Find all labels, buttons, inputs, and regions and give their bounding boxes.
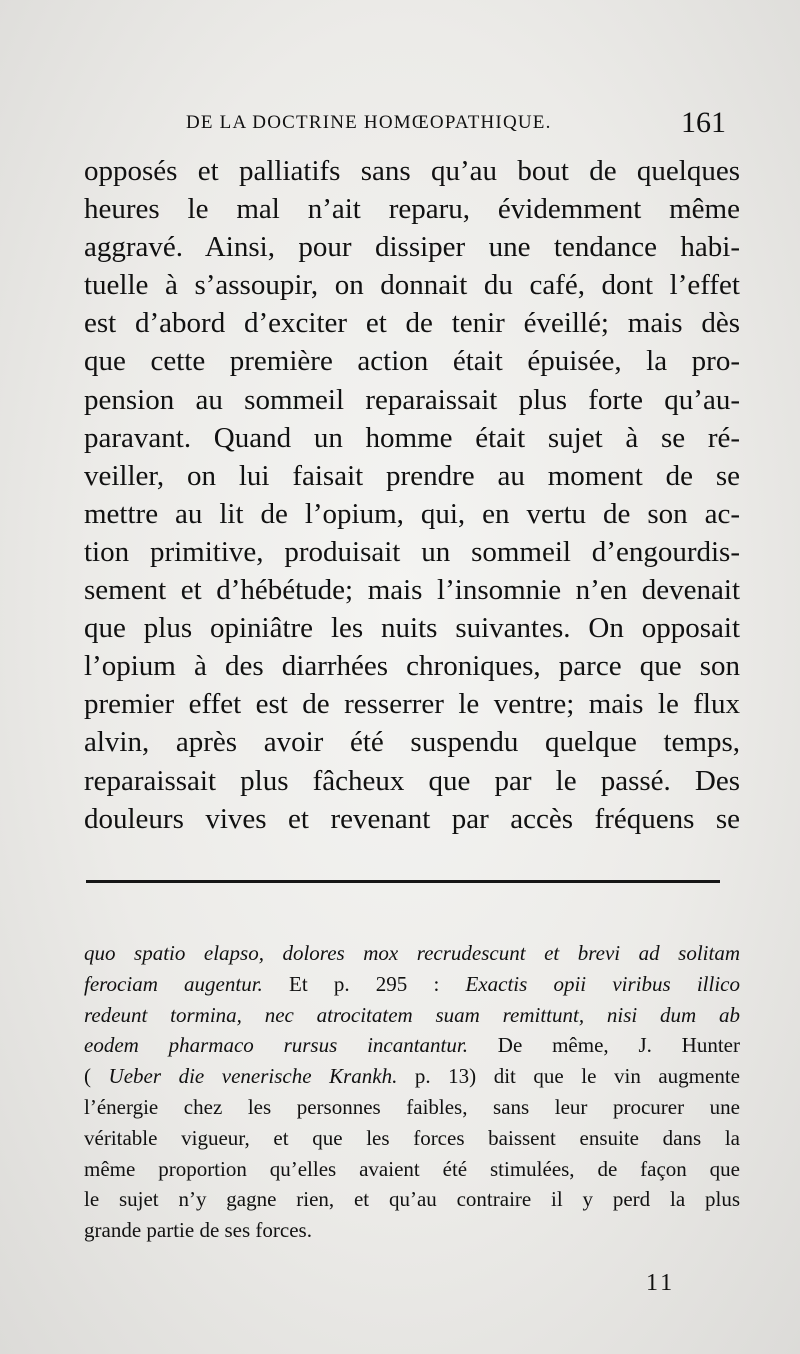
text-line: que plus opiniâtre les nuits suivantes. On opposait — [84, 612, 740, 645]
footnote-line: véritable vigueur, et que les forces baissent ensuite dans la — [84, 1125, 740, 1150]
text-line: douleurs vives et revenant par accès fréquens se — [84, 802, 740, 835]
footnote-book-title: Ueber die venerische Krankh. — [108, 1064, 398, 1089]
footnote-line — [84, 1061, 740, 1092]
text-line: reparaissait plus fâcheux que par le passé. Des — [84, 764, 740, 797]
text-line: mettre au lit de l’opium, qui, en vertu de son ac- — [84, 497, 740, 530]
text-line: pension au sommeil reparaissait plus forte qu’au- — [84, 383, 740, 416]
footnote-text: Et p. 295 : — [262, 971, 466, 996]
footnote-latin-text: Exactis opii viribus illico — [465, 971, 741, 996]
footnote-line — [84, 938, 740, 969]
footnote-text: ( — [84, 1064, 109, 1089]
footnote-line: même proportion qu’elles avaient été stimulées, de façon que — [84, 1156, 740, 1181]
footnote-line — [84, 1030, 740, 1061]
page-number: 161 — [681, 106, 726, 139]
text-line: alvin, après avoir été suspendu quelque temps, — [84, 726, 740, 759]
running-head: DE LA DOCTRINE HOMŒOPATHIQUE. — [186, 112, 552, 133]
footnote-line: grande partie de ses forces. — [84, 1218, 312, 1243]
text-line: l’opium à des diarrhées chroniques, parce que son — [84, 650, 740, 683]
text-line: que cette première action était épuisée, la pro- — [84, 345, 740, 378]
footnote-separator-rule — [86, 880, 720, 883]
text-line: aggravé. Ainsi, pour dissiper une tendance habi- — [84, 231, 740, 264]
text-line: veiller, on lui faisait prendre au moment de se — [84, 459, 740, 492]
text-line: tuelle à s’assoupir, on donnait du café, dont l’effet — [84, 269, 740, 302]
footnote-latin-text: quo spatio elapso, dolores mox recrudescunt et brevi ad solitam — [84, 941, 740, 965]
footnote-latin-text: redeunt tormina, nec atrocitatem suam remittunt, nisi dum ab — [84, 1002, 740, 1027]
text-line: tion primitive, produisait un sommeil d’engourdis- — [84, 535, 740, 568]
text-line: heures le mal n’ait reparu, évidemment même — [84, 193, 740, 226]
text-line: sement et d’hébétude; mais l’insomnie n’en devenait — [84, 574, 740, 607]
text-line: premier effet est de resserrer le ventre; mais le flux — [84, 688, 740, 721]
main-text — [84, 152, 740, 838]
footnote-line: le sujet n’y gagne rien, et qu’au contraire il y perd la plus — [84, 1187, 740, 1212]
signature-mark: 11 — [646, 1270, 676, 1296]
text-line: paravant. Quand un homme était sujet à se ré- — [84, 421, 740, 454]
text-line: est d’abord d’exciter et de tenir éveillé; mais dès — [84, 307, 740, 340]
page-header — [90, 108, 730, 140]
footnote-latin-text: eodem pharmaco rursus incantantur. — [84, 1033, 468, 1058]
text-line: opposés et palliatifs sans qu’au bout de quelques — [84, 155, 740, 187]
footnote-latin-text: ferociam augentur. — [84, 971, 263, 996]
footnote-line — [84, 1000, 740, 1031]
footnote-text: p. 13) dit que le vin augmente — [397, 1064, 740, 1089]
footnote-text: De même, J. Hunter — [468, 1033, 740, 1058]
footnote-line — [84, 969, 740, 1000]
footnote — [84, 938, 740, 1246]
footnote-line: l’énergie chez les personnes faibles, sans leur procurer une — [84, 1094, 740, 1119]
